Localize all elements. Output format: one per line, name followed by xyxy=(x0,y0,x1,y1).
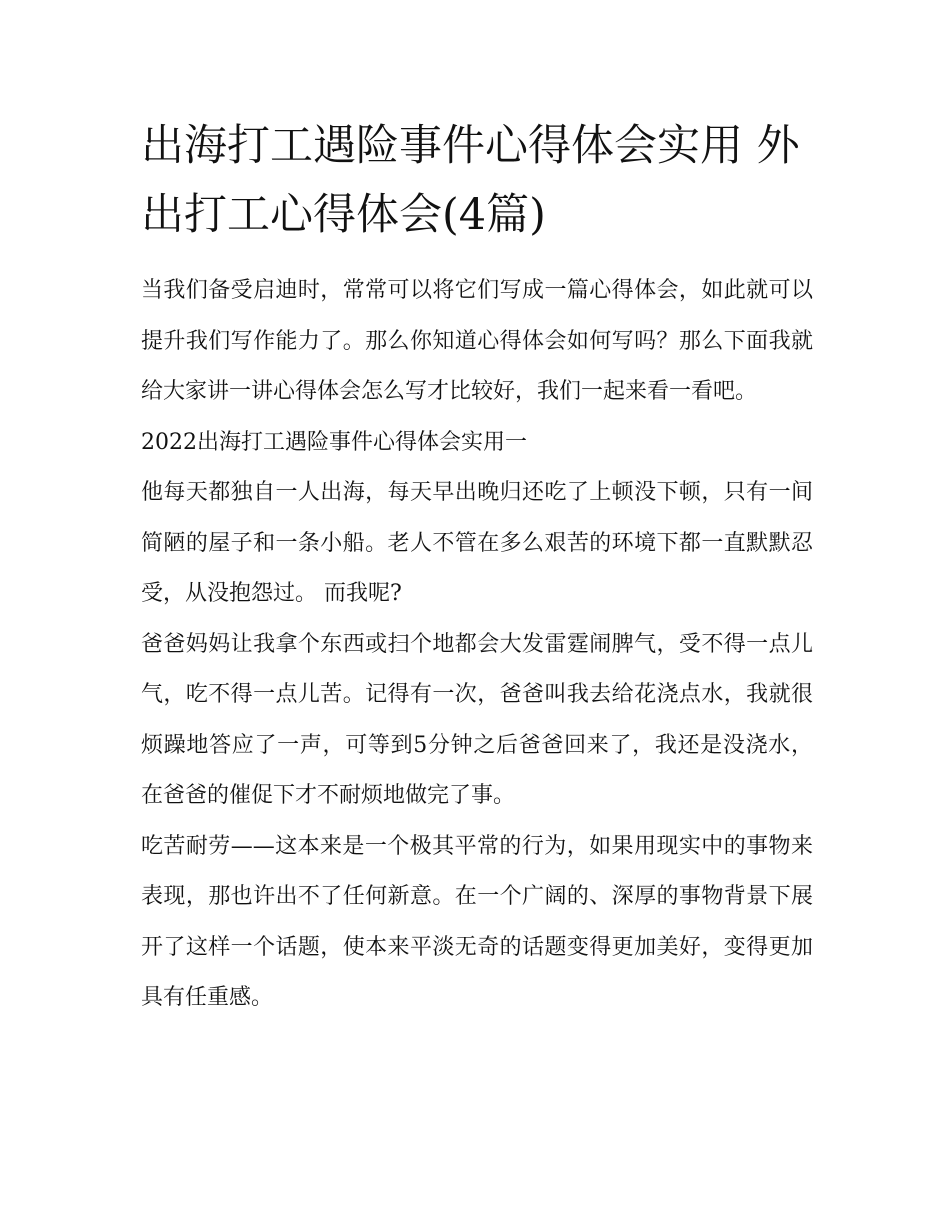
document-body xyxy=(141,112,813,1024)
intro-paragraph: 当我们备受启迪时，常常可以将它们写成一篇心得体会，如此就可以提升我们写作能力了。那么你知道心得体会如何写吗？那么下面我就给大家讲一讲心得体会怎么写才比较好，我们一起来看一看吧。 xyxy=(141,278,813,404)
body-paragraph: 他每天都独自一人出海，每天早出晚归还吃了上顿没下顿，只有一间简陋的屋子和一条小船。老人不管在多么艰苦的环境下都一直默默忍受，从没抱怨过。 而我呢? xyxy=(141,480,813,606)
body-paragraph: 吃苦耐劳——这本来是一个极其平常的行为，如果用现实中的事物来表现，那也许出不了任何新意。在一个广阔的、深厚的事物背景下展开了这样一个话题，使本来平淡无奇的话题变得更加美好，变得更加具有任重感。 xyxy=(141,833,813,1010)
document-title: 出海打工遇险事件心得体会实用 外出打工心得体会(4篇) xyxy=(141,121,800,240)
body-paragraph: 爸爸妈妈让我拿个东西或扫个地都会大发雷霆闹脾气，受不得一点儿气，吃不得一点儿苦。记得有一次，爸爸叫我去给花浇点水，我就很烦躁地答应了一声，可等到5分钟之后爸爸回来了，我还是没浇水，在爸爸的催促下才不耐烦地做完了事。 xyxy=(141,631,813,808)
section-heading: 2022出海打工遇险事件心得体会实用一 xyxy=(141,429,527,455)
